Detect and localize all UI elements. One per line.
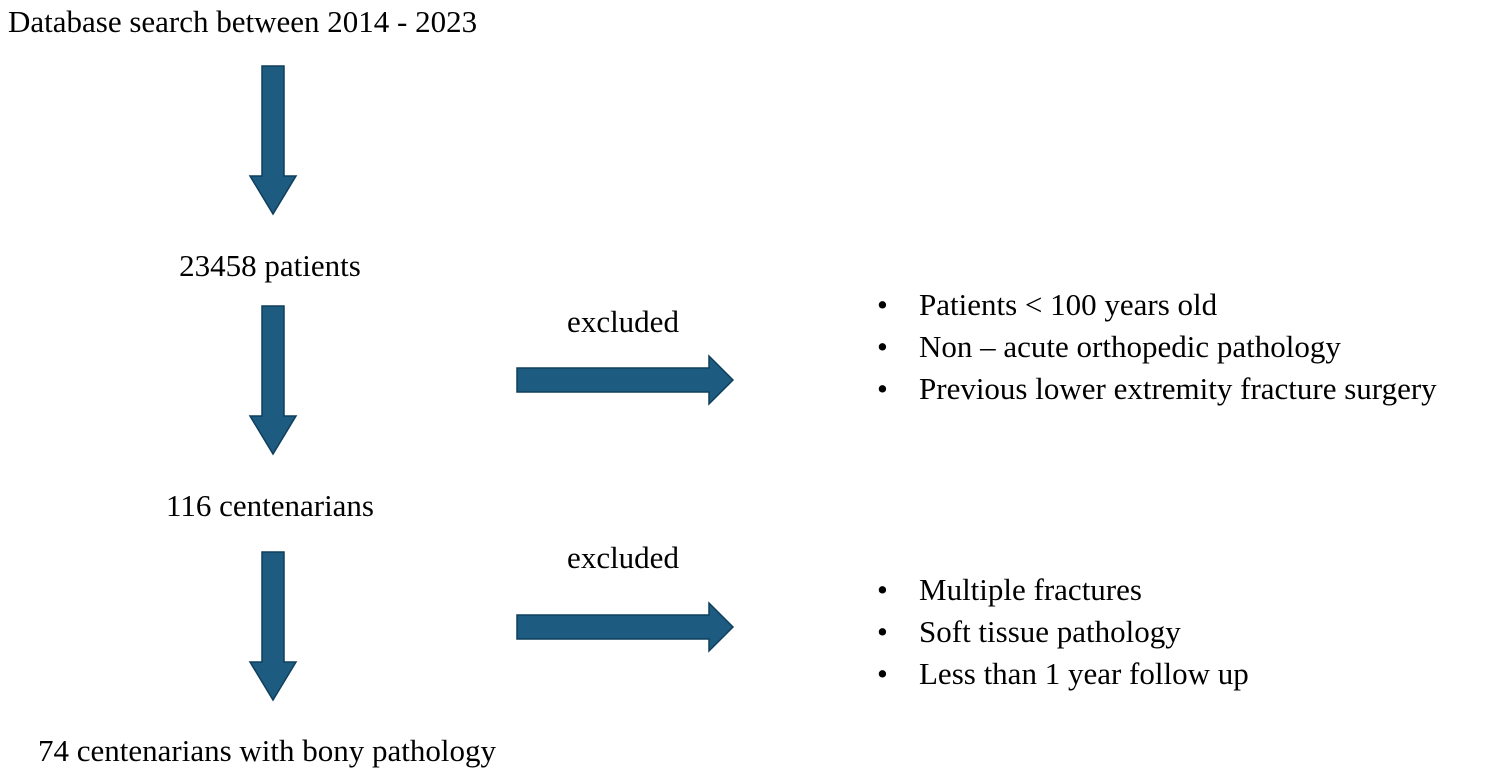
criterion-item: • Soft tissue pathology bbox=[873, 611, 1249, 653]
step-centenarians: 116 centenarians bbox=[165, 488, 375, 523]
exclusion-criteria-list-2 bbox=[873, 569, 1249, 695]
criterion-item: • Non – acute orthopedic pathology bbox=[873, 326, 1437, 368]
exclusion-criteria-list-1 bbox=[873, 284, 1437, 410]
criterion-item: • Multiple fractures bbox=[873, 569, 1249, 611]
excluded-label-1: excluded bbox=[567, 304, 679, 339]
criterion-item: • Patients < 100 years old bbox=[873, 284, 1437, 326]
right-arrow-2 bbox=[515, 601, 735, 653]
step-final-cohort: 74 centenarians with bony pathology bbox=[38, 733, 497, 768]
down-arrow-2 bbox=[248, 304, 298, 456]
down-arrow-1 bbox=[248, 64, 298, 216]
criterion-item: • Previous lower extremity fracture surgery bbox=[873, 368, 1437, 410]
down-arrow-3 bbox=[248, 550, 298, 702]
right-arrow-1 bbox=[515, 354, 735, 406]
excluded-label-2: excluded bbox=[567, 540, 679, 575]
step-patients: 23458 patients bbox=[179, 248, 361, 283]
step-database-search: Database search between 2014 - 2023 bbox=[8, 4, 478, 39]
criterion-item: • Less than 1 year follow up bbox=[873, 653, 1249, 695]
